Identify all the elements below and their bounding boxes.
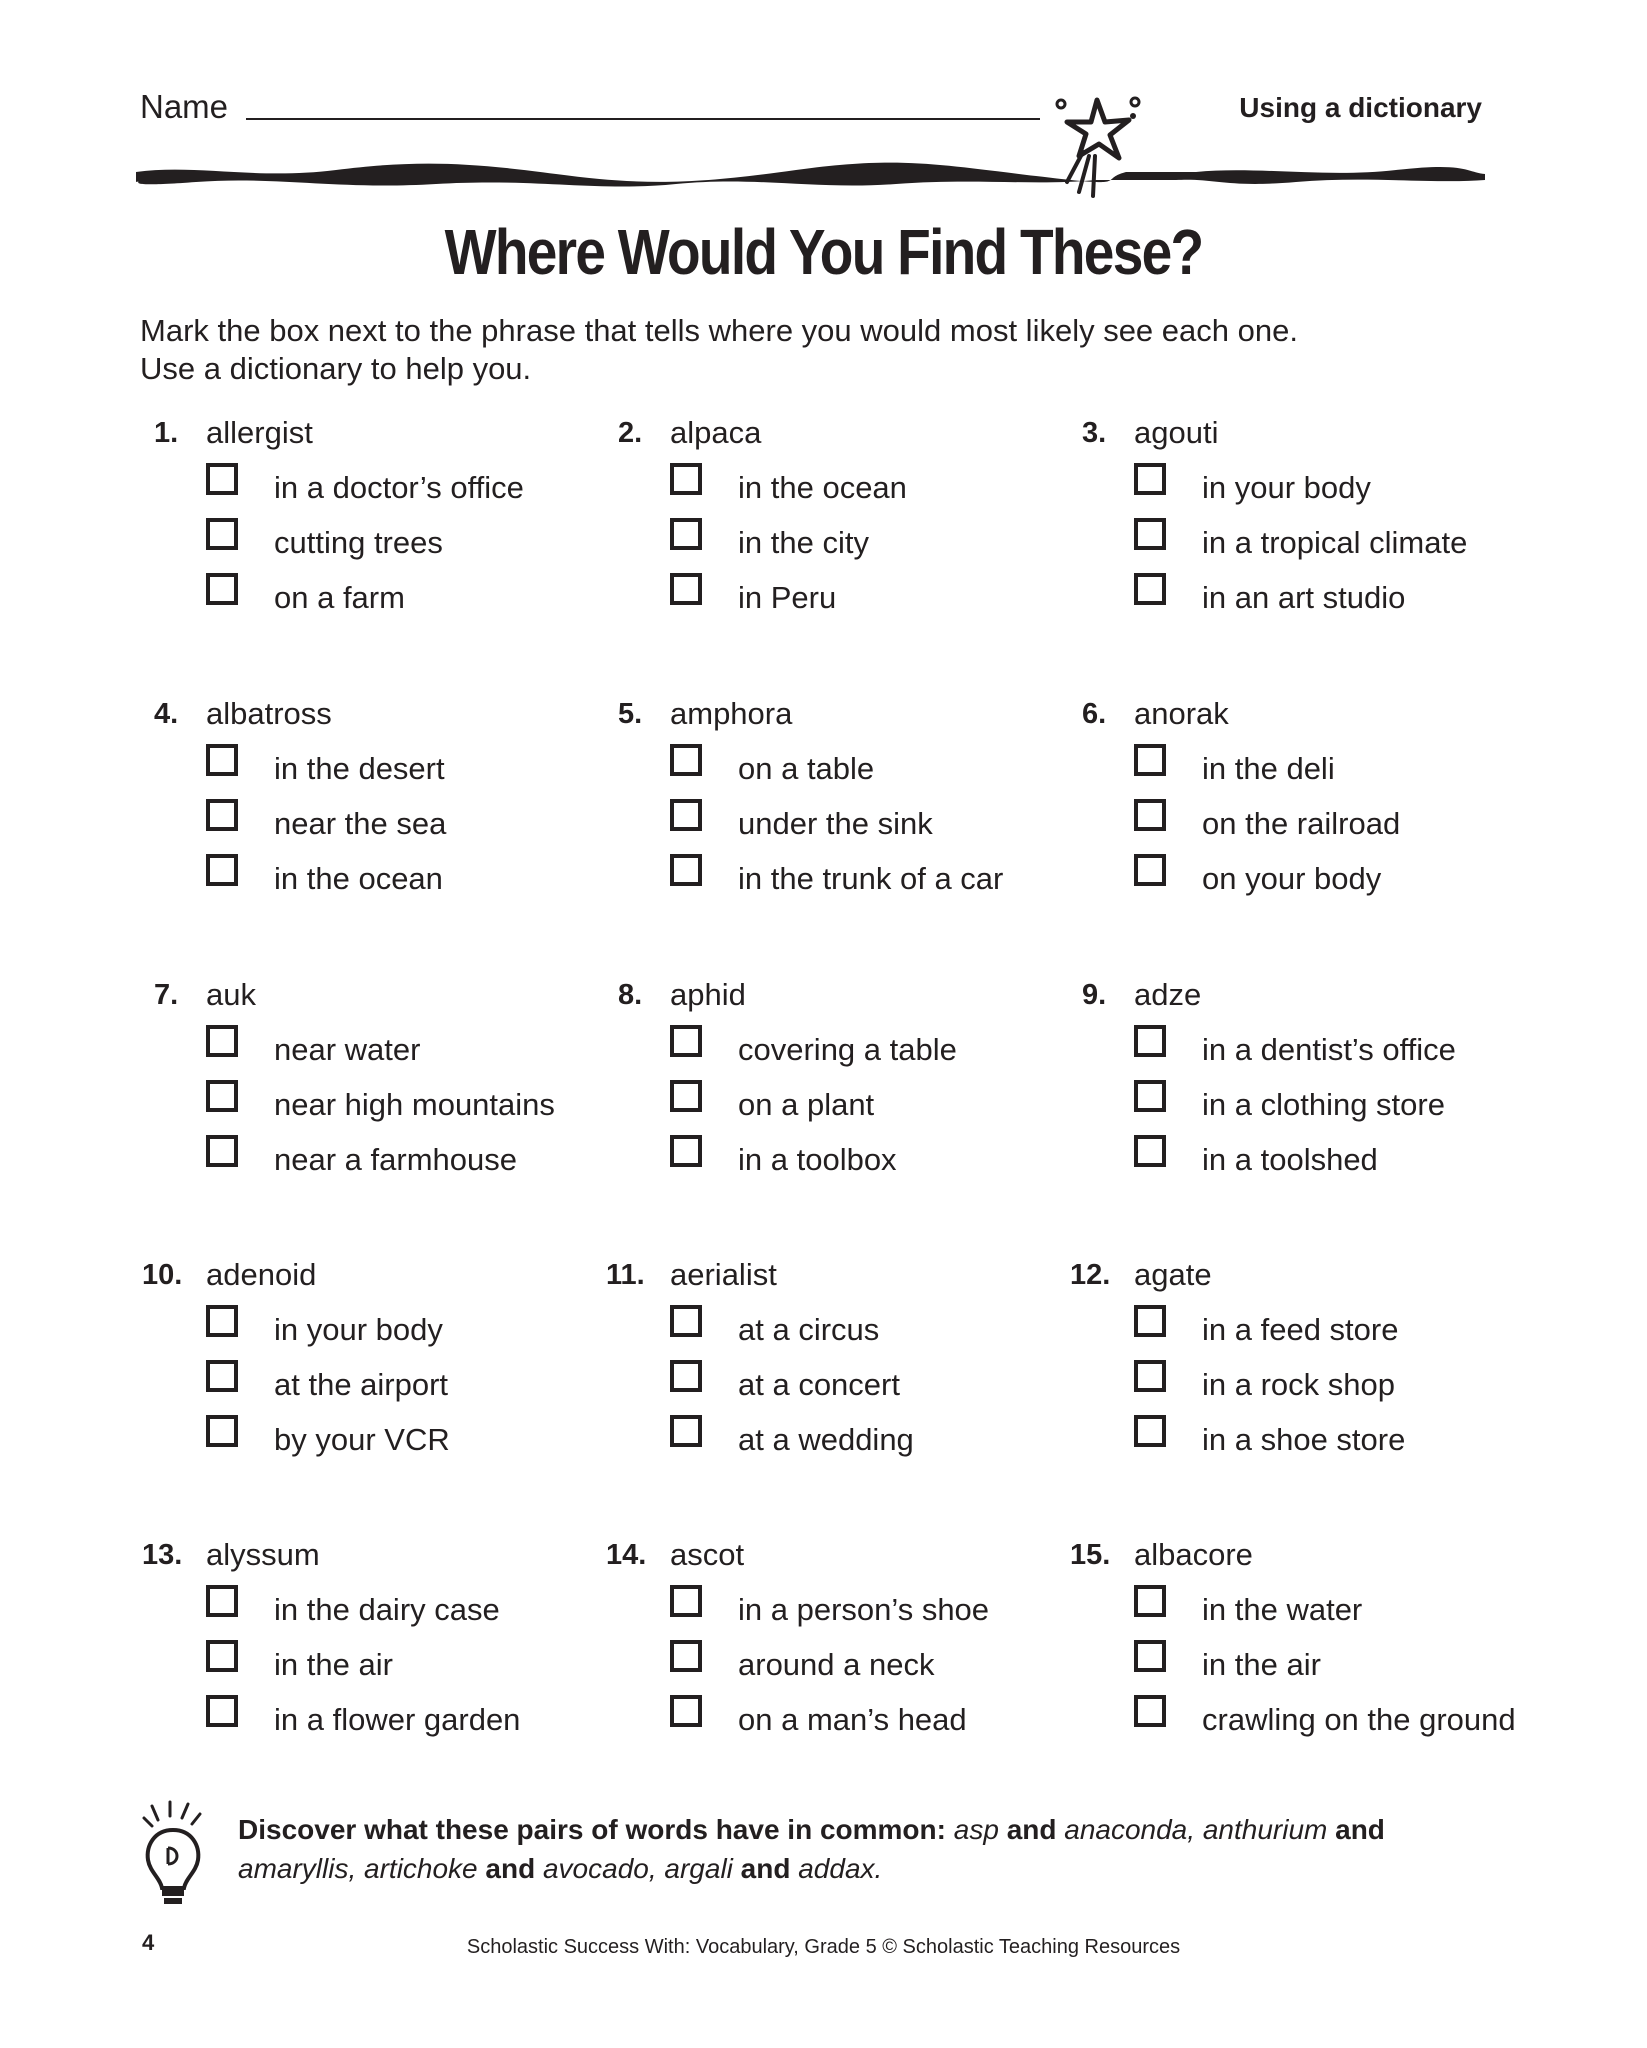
name-write-line[interactable] bbox=[246, 118, 1040, 120]
answer-option bbox=[670, 1415, 1110, 1461]
instructions-line: Mark the box next to the phrase that tells where you would most likely see each one. bbox=[140, 313, 1298, 348]
answer-checkbox[interactable] bbox=[206, 1585, 238, 1617]
question-word: aphid bbox=[670, 977, 746, 1012]
answer-option bbox=[206, 573, 646, 619]
answer-option bbox=[670, 1640, 1110, 1686]
answer-checkbox[interactable] bbox=[670, 1695, 702, 1727]
answer-option bbox=[670, 1025, 1110, 1071]
answer-label: in the air bbox=[274, 1647, 393, 1682]
answer-option bbox=[670, 573, 1110, 619]
bonus-word: amaryllis, bbox=[238, 1853, 357, 1884]
answer-option bbox=[206, 1640, 646, 1686]
answer-option bbox=[206, 1305, 646, 1351]
answer-label: in the city bbox=[738, 525, 869, 560]
answer-option bbox=[206, 1135, 646, 1181]
answer-checkbox[interactable] bbox=[206, 1360, 238, 1392]
answer-label: on the railroad bbox=[1202, 806, 1401, 841]
answer-option bbox=[670, 1695, 1110, 1741]
answer-checkbox[interactable] bbox=[1134, 1640, 1166, 1672]
brush-stroke-divider bbox=[136, 158, 1485, 188]
answer-option bbox=[206, 1360, 646, 1406]
answer-checkbox[interactable] bbox=[1134, 518, 1166, 550]
answer-checkbox[interactable] bbox=[1134, 744, 1166, 776]
lightbulb-icon bbox=[140, 1800, 206, 1910]
bonus-word: anaconda, bbox=[1064, 1814, 1196, 1845]
answer-checkbox[interactable] bbox=[206, 1080, 238, 1112]
answer-checkbox[interactable] bbox=[670, 854, 702, 886]
page-number: 4 bbox=[142, 1930, 155, 1955]
answer-label: under the sink bbox=[738, 806, 933, 841]
question-word: alyssum bbox=[206, 1537, 320, 1572]
answer-option bbox=[670, 1305, 1110, 1351]
question-word: adze bbox=[1134, 977, 1202, 1012]
answer-option bbox=[670, 1135, 1110, 1181]
answer-checkbox[interactable] bbox=[1134, 1080, 1166, 1112]
question-word: alpaca bbox=[670, 415, 762, 450]
answer-checkbox[interactable] bbox=[206, 1695, 238, 1727]
answer-label: in the desert bbox=[274, 751, 445, 786]
answer-label: in a clothing store bbox=[1202, 1087, 1445, 1122]
question-number: 12. bbox=[1070, 1259, 1111, 1291]
answer-checkbox[interactable] bbox=[1134, 1415, 1166, 1447]
answer-checkbox[interactable] bbox=[206, 1135, 238, 1167]
answer-checkbox[interactable] bbox=[1134, 854, 1166, 886]
answer-label: in a toolbox bbox=[738, 1142, 897, 1177]
answer-label: in the trunk of a car bbox=[738, 861, 1004, 896]
answer-label: at a concert bbox=[738, 1367, 900, 1402]
answer-label: on your body bbox=[1202, 861, 1382, 896]
answer-checkbox[interactable] bbox=[670, 1415, 702, 1447]
answer-checkbox[interactable] bbox=[206, 463, 238, 495]
question-number: 15. bbox=[1070, 1539, 1111, 1571]
answer-label: in an art studio bbox=[1202, 580, 1406, 615]
question-number: 14. bbox=[606, 1539, 647, 1571]
instructions-line: Use a dictionary to help you. bbox=[140, 351, 532, 386]
answer-option bbox=[1134, 1360, 1574, 1406]
answer-checkbox[interactable] bbox=[670, 573, 702, 605]
bonus-connector: and bbox=[740, 1853, 791, 1884]
answer-label: on a man’s head bbox=[738, 1702, 967, 1737]
answer-checkbox[interactable] bbox=[1134, 1025, 1166, 1057]
answer-checkbox[interactable] bbox=[206, 799, 238, 831]
footer-credit: Scholastic Success With: Vocabulary, Grade 5 © Scholastic Teaching Resources bbox=[466, 1936, 1181, 1958]
answer-option bbox=[206, 463, 646, 509]
answer-option bbox=[1134, 1025, 1574, 1071]
question-number: 5. bbox=[618, 698, 643, 730]
question-word: agate bbox=[1134, 1257, 1212, 1292]
answer-checkbox[interactable] bbox=[1134, 1305, 1166, 1337]
answer-label: in the ocean bbox=[274, 861, 443, 896]
question-word: ascot bbox=[670, 1537, 745, 1572]
answer-option bbox=[206, 1080, 646, 1126]
answer-option bbox=[1134, 744, 1574, 790]
answer-label: in your body bbox=[1202, 470, 1371, 505]
answer-label: at a wedding bbox=[738, 1422, 914, 1457]
answer-label: in a rock shop bbox=[1202, 1367, 1395, 1402]
answer-checkbox[interactable] bbox=[206, 573, 238, 605]
question-word: amphora bbox=[670, 696, 793, 731]
answer-option bbox=[206, 744, 646, 790]
answer-checkbox[interactable] bbox=[670, 1025, 702, 1057]
question-number: 3. bbox=[1082, 417, 1107, 449]
answer-label: in the ocean bbox=[738, 470, 907, 505]
answer-label: in the dairy case bbox=[274, 1592, 500, 1627]
answer-option bbox=[670, 854, 1110, 900]
answer-label: in a tropical climate bbox=[1202, 525, 1468, 560]
answer-checkbox[interactable] bbox=[1134, 1695, 1166, 1727]
question-number: 1. bbox=[154, 417, 179, 449]
answer-label: in a shoe store bbox=[1202, 1422, 1406, 1457]
question-number: 2. bbox=[618, 417, 643, 449]
answer-checkbox[interactable] bbox=[670, 744, 702, 776]
bonus-connector: and bbox=[1335, 1814, 1385, 1845]
question-number: 8. bbox=[618, 979, 643, 1011]
answer-checkbox[interactable] bbox=[206, 518, 238, 550]
answer-label: at a circus bbox=[738, 1312, 880, 1347]
question-word: albatross bbox=[206, 696, 332, 731]
answer-option bbox=[1134, 854, 1574, 900]
answer-option bbox=[1134, 1135, 1574, 1181]
question-word: adenoid bbox=[206, 1257, 317, 1292]
answer-label: in a toolshed bbox=[1202, 1142, 1378, 1177]
answer-option bbox=[670, 799, 1110, 845]
answer-option bbox=[1134, 1305, 1574, 1351]
answer-checkbox[interactable] bbox=[206, 744, 238, 776]
answer-label: in your body bbox=[274, 1312, 443, 1347]
answer-label: on a table bbox=[738, 751, 875, 786]
answer-checkbox[interactable] bbox=[206, 1415, 238, 1447]
answer-label: near water bbox=[274, 1032, 421, 1067]
answer-option bbox=[1134, 1080, 1574, 1126]
question-number: 7. bbox=[154, 979, 179, 1011]
answer-label: in a person’s shoe bbox=[738, 1592, 990, 1627]
answer-label: on a plant bbox=[738, 1087, 875, 1122]
bonus-word: addax. bbox=[798, 1853, 883, 1884]
answer-option bbox=[206, 854, 646, 900]
answer-checkbox[interactable] bbox=[1134, 463, 1166, 495]
answer-option bbox=[206, 1025, 646, 1071]
answer-checkbox[interactable] bbox=[670, 1640, 702, 1672]
answer-checkbox[interactable] bbox=[206, 854, 238, 886]
answer-label: in a doctor’s office bbox=[274, 470, 524, 505]
answer-option bbox=[1134, 1640, 1574, 1686]
question-number: 13. bbox=[142, 1539, 183, 1571]
bonus-word: anthurium bbox=[1202, 1814, 1328, 1845]
answer-checkbox[interactable] bbox=[670, 1360, 702, 1392]
answer-checkbox[interactable] bbox=[206, 1640, 238, 1672]
answer-checkbox[interactable] bbox=[670, 463, 702, 495]
answer-option bbox=[670, 463, 1110, 509]
answer-option bbox=[670, 1080, 1110, 1126]
name-label: Name bbox=[140, 88, 229, 125]
answer-label: around a neck bbox=[738, 1647, 935, 1682]
answer-option bbox=[670, 1360, 1110, 1406]
answer-checkbox[interactable] bbox=[670, 1585, 702, 1617]
answer-label: near the sea bbox=[274, 806, 447, 841]
answer-checkbox[interactable] bbox=[206, 1025, 238, 1057]
question-number: 11. bbox=[606, 1259, 645, 1291]
answer-label: crawling on the ground bbox=[1202, 1702, 1516, 1737]
instructions bbox=[140, 312, 1540, 388]
question-number: 9. bbox=[1082, 979, 1107, 1011]
answer-option bbox=[206, 799, 646, 845]
answer-option bbox=[670, 744, 1110, 790]
answer-option bbox=[206, 1415, 646, 1461]
bonus-word: asp bbox=[953, 1814, 999, 1845]
answer-label: cutting trees bbox=[274, 525, 443, 560]
answer-option bbox=[1134, 518, 1574, 564]
answer-checkbox[interactable] bbox=[670, 1305, 702, 1337]
bonus-connector: and bbox=[485, 1853, 536, 1884]
question-word: agouti bbox=[1134, 415, 1219, 450]
question-word: auk bbox=[206, 977, 256, 1012]
answer-option bbox=[206, 1585, 646, 1631]
answer-label: in a flower garden bbox=[274, 1702, 521, 1737]
answer-label: in a feed store bbox=[1202, 1312, 1399, 1347]
answer-option bbox=[206, 518, 646, 564]
answer-option bbox=[1134, 799, 1574, 845]
answer-checkbox[interactable] bbox=[1134, 573, 1166, 605]
answer-label: in Peru bbox=[738, 580, 837, 615]
bonus-activity bbox=[238, 1810, 1488, 1888]
answer-option bbox=[670, 1585, 1110, 1631]
answer-checkbox[interactable] bbox=[206, 1305, 238, 1337]
answer-label: in a dentist’s office bbox=[1202, 1032, 1456, 1067]
bonus-lead: Discover what these pairs of words have in common: bbox=[238, 1814, 946, 1845]
answer-label: in the air bbox=[1202, 1647, 1321, 1682]
answer-checkbox[interactable] bbox=[670, 799, 702, 831]
answer-label: on a farm bbox=[274, 580, 405, 615]
answer-label: near a farmhouse bbox=[274, 1142, 517, 1177]
answer-option bbox=[1134, 1585, 1574, 1631]
answer-checkbox[interactable] bbox=[670, 518, 702, 550]
answer-label: near high mountains bbox=[274, 1087, 555, 1122]
answer-option bbox=[670, 518, 1110, 564]
answer-checkbox[interactable] bbox=[670, 1135, 702, 1167]
answer-checkbox[interactable] bbox=[1134, 1585, 1166, 1617]
page-title: Where Would You Find These? bbox=[444, 216, 1203, 288]
answer-checkbox[interactable] bbox=[1134, 1135, 1166, 1167]
question-number: 10. bbox=[142, 1259, 183, 1291]
question-number: 4. bbox=[154, 698, 179, 730]
question-word: aerialist bbox=[670, 1257, 777, 1292]
answer-label: covering a table bbox=[738, 1032, 957, 1067]
answer-label: in the deli bbox=[1202, 751, 1335, 786]
bonus-word: argali bbox=[664, 1853, 733, 1884]
bonus-word: avocado, bbox=[542, 1853, 657, 1884]
bonus-connector: and bbox=[1006, 1814, 1057, 1845]
answer-option bbox=[206, 1695, 646, 1741]
answer-checkbox[interactable] bbox=[1134, 799, 1166, 831]
bonus-word: artichoke bbox=[364, 1853, 478, 1884]
answer-option bbox=[1134, 573, 1574, 619]
answer-label: in the water bbox=[1202, 1592, 1363, 1627]
answer-label: by your VCR bbox=[274, 1422, 450, 1457]
question-word: allergist bbox=[206, 415, 313, 450]
question-word: albacore bbox=[1134, 1537, 1253, 1572]
answer-option bbox=[1134, 1415, 1574, 1461]
topic-label: Using a dictionary bbox=[1239, 92, 1482, 123]
question-number: 6. bbox=[1082, 698, 1107, 730]
answer-option bbox=[1134, 1695, 1574, 1741]
answer-checkbox[interactable] bbox=[670, 1080, 702, 1112]
question-word: anorak bbox=[1134, 696, 1229, 731]
answer-label: at the airport bbox=[274, 1367, 449, 1402]
answer-option bbox=[1134, 463, 1574, 509]
answer-checkbox[interactable] bbox=[1134, 1360, 1166, 1392]
